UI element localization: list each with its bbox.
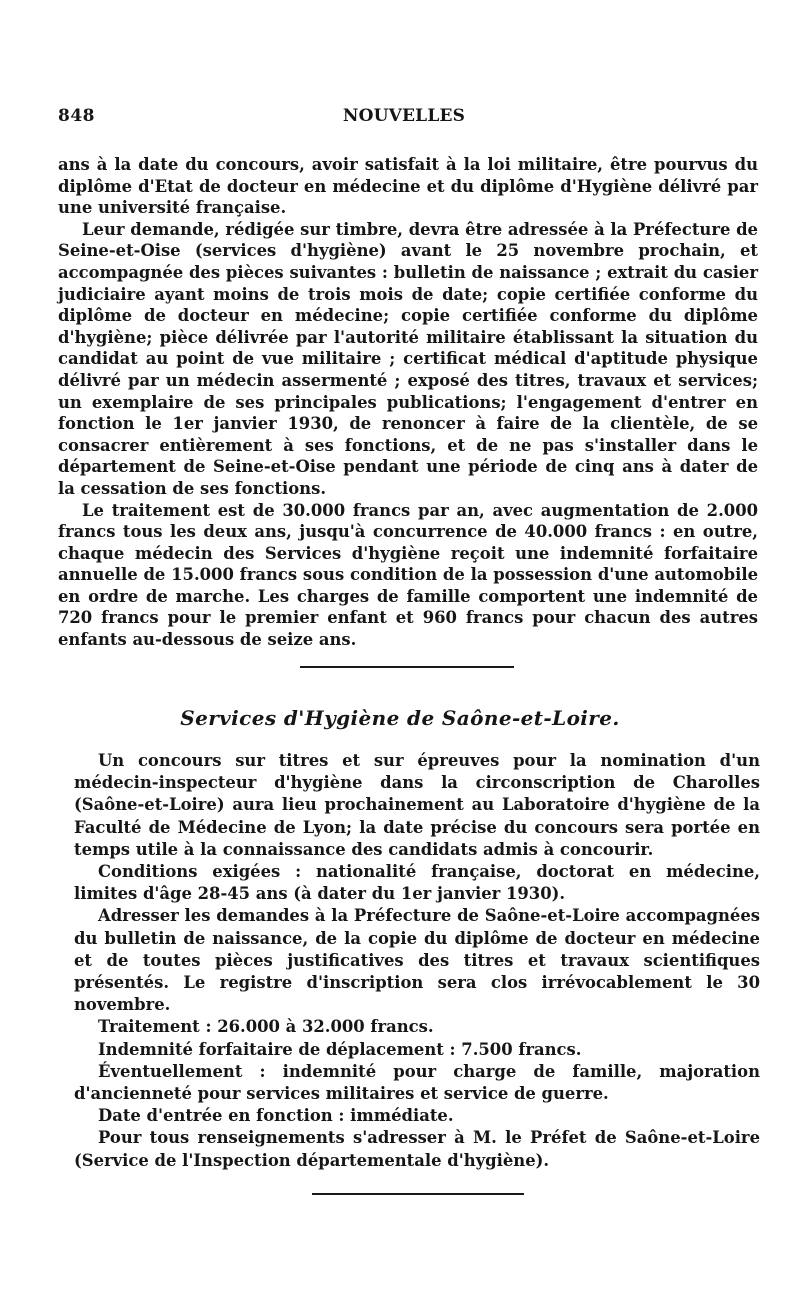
section-1-body — [58, 154, 758, 651]
section-2-body — [74, 750, 760, 1172]
paragraph: Indemnité forfaitaire de déplacement : 7.500 francs. — [98, 1039, 582, 1059]
page-number: 848 — [58, 106, 95, 126]
section-title: Services d'Hygiène de Saône-et-Loire. — [180, 706, 620, 730]
page-header — [58, 106, 750, 130]
paragraph: Pour tous renseignements s'adresser à M. le Préfet de Saône-et-Loire (Service de l'Inspection départementale d'hygiène). — [74, 1128, 760, 1170]
section-divider — [300, 666, 514, 668]
end-divider — [312, 1193, 524, 1195]
paragraph: ans à la date du concours, avoir satisfait à la loi militaire, être pourvus du diplôme d'Etat de docteur en médecine et du diplôme d'Hygiène délivré par une université française. — [58, 155, 758, 218]
paragraph: Conditions exigées : nationalité française, doctorat en médecine, limites d'âge 28-45 ans (à dater du 1er janvier 1930). — [74, 862, 760, 904]
paragraph: Éventuellement : indemnité pour charge de famille, majoration d'ancienneté pour services militaires et service de guerre. — [74, 1061, 760, 1104]
paragraph: Traitement : 26.000 à 32.000 francs. — [98, 1017, 434, 1037]
paragraph: Leur demande, rédigée sur timbre, devra être adressée à la Préfecture de Seine-et-Oise (services d'hygiène) avant le 25 novembre prochain, et accompagnée des pièces suivantes : bulletin de naissance ; extrait du casier judiciaire ayant moins de trois mois de date; copie certifiée conforme du diplôme de docteur en médecine; copie certifiée conforme du diplôme d'hygiène; pièce délivrée par l'autorité militaire établissant la situation du candidat au point de vue militaire ; certificat médical d'aptitude physique délivré par un médecin assermenté ; exposé des titres, travaux et services; un exemplaire de ses principales publications; l'engagement d'entrer en fonction le 1er janvier 1930, de renoncer à faire de la clientèle, de se consacrer entièrement à ses fonctions, et de ne pas s'installer dans le département de Seine-et-Oise pendant une période de cinq ans à dater de la cessation de ses fonctions. — [58, 219, 758, 498]
paragraph: Adresser les demandes à la Préfecture de Saône-et-Loire accompagnées du bulletin de naissance, de la copie du diplôme de docteur en médecine et de toutes pièces justificatives des titres et travaux scientifiques présentés. Le registre d'inscription sera clos irrévocablement le 30 novembre. — [74, 906, 760, 1015]
running-title: NOUVELLES — [342, 106, 466, 126]
paragraph: Date d'entrée en fonction : immédiate. — [98, 1106, 454, 1126]
paragraph: Un concours sur titres et sur épreuves pour la nomination d'un médecin-inspecteur d'hygiène dans la circonscription de Charolles (Saône-et-Loire) aura lieu prochainement au Laboratoire d'hygiène de la Faculté de Médecine de Lyon; la date précise du concours sera portée en temps utile à la connaissance des candidats admis à concourir. — [74, 751, 760, 859]
paragraph: Le traitement est de 30.000 francs par an, avec augmentation de 2.000 francs tous les deux ans, jusqu'à concurrence de 40.000 francs : en outre, chaque médecin des Services d'hygiène reçoit une indemnité forfaitaire annuelle de 15.000 francs sous condition de la possession d'une automobile en ordre de marche. Les charges de famille comportent une indemnité de 720 francs pour le premier enfant et 960 francs pour chacun des autres enfants au-dessous de seize ans. — [58, 500, 758, 650]
